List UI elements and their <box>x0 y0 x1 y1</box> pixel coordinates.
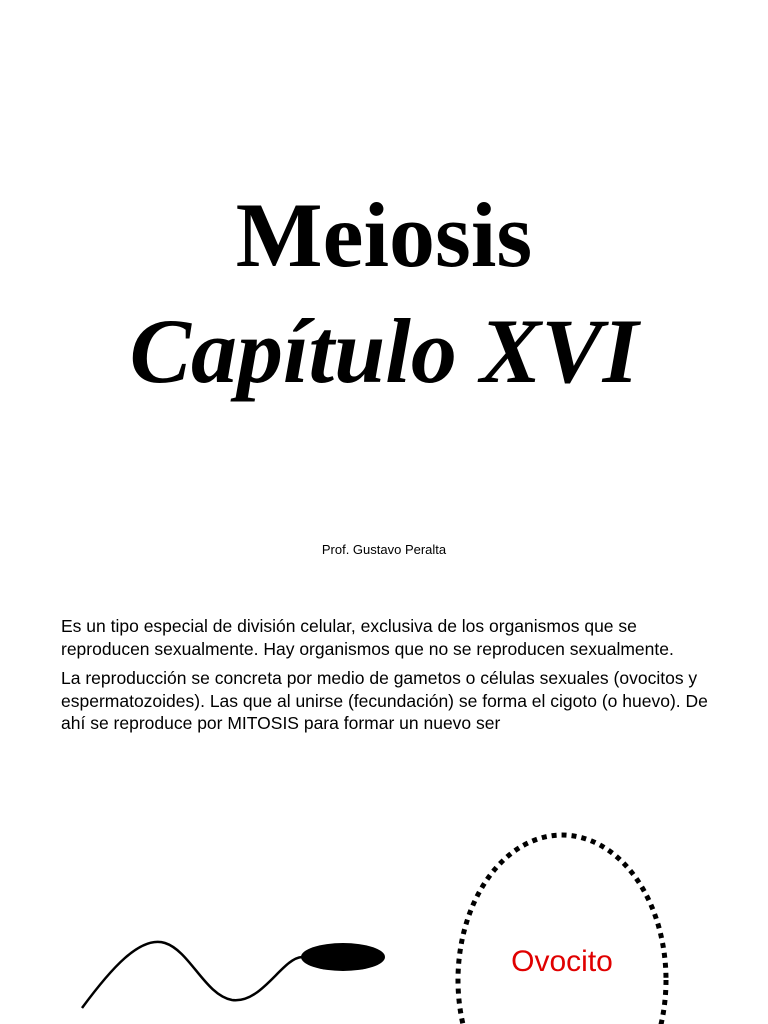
sperm-illustration <box>82 942 385 1008</box>
slide-title: Meiosis <box>235 184 533 286</box>
sperm-tail <box>82 942 302 1008</box>
paragraph-reproduction: La reproducción se concreta por medio de gametos o células sexuales (ovocitos y espermatozoides). Las que al unirse (fecundación) se forma el cigoto (o huevo). De ahí se reproduce por MITOSIS para formar un nuevo ser <box>61 668 708 733</box>
slide-subtitle: Capítulo XVI <box>129 300 639 402</box>
paragraph-definition: Es un tipo especial de división celular, exclusiva de los organismos que se reproducen sexualmente. Hay organismos que no se reproducen sexualmente. <box>61 616 674 659</box>
ovocito-label: Ovocito <box>511 945 613 978</box>
ovocito-cell <box>458 835 666 1024</box>
sperm-head <box>301 943 385 971</box>
author-credit: Prof. Gustavo Peralta <box>321 542 447 557</box>
fertilization-diagram <box>0 820 768 1024</box>
ovocito-dotted-circle <box>458 835 666 1024</box>
body-text <box>61 615 711 742</box>
